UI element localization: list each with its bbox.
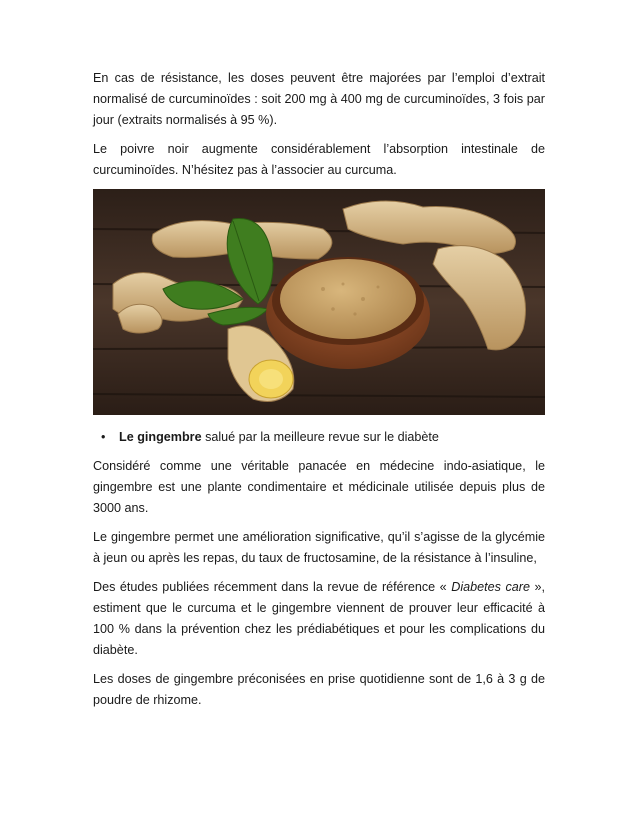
paragraph-ginger-dose: Les doses de gingembre préconisées en prise quotidienne sont de 1,6 à 3 g de poudre de rhizome.	[93, 672, 545, 707]
paragraph-black-pepper: Le poivre noir augmente considérablement l’absorption intestinale de curcuminoïdes. N’hésitez pas à l’associer au curcuma.	[93, 142, 545, 177]
p5-before: Des études publiées récemment dans la revue de référence «	[93, 580, 452, 594]
document-page	[93, 68, 545, 719]
bullet-rest-text: salué par la meilleure revue sur le diabète	[201, 430, 439, 444]
paragraph-ginger-panacea: Considéré comme une véritable panacée en médecine indo-asiatique, le gingembre est une plante condimentaire et médicinale utilisée depuis plus de 3000 ans.	[93, 459, 545, 515]
p5-after: », estiment que le curcuma et le gingembre viennent de prouver leur efficacité à 100 % dans la prévention chez les prédiabétiques et pour les complications du diabète.	[93, 580, 545, 657]
ginger-turmeric-photo	[93, 189, 545, 415]
bullet-marker: •	[101, 430, 106, 444]
paragraph-curcuminoid-dose: En cas de résistance, les doses peuvent être majorées par l’emploi d’extrait normalisé de curcuminoïdes : soit 200 mg à 400 mg de curcuminoïdes, 3 fois par jour (extraits normalisés à 95 %).	[93, 71, 545, 127]
bullet-item-gingembre	[93, 427, 545, 448]
journal-title: Diabetes care	[451, 580, 530, 594]
paragraph-diabetes-care	[93, 577, 545, 661]
bullet-text	[119, 427, 439, 448]
paragraph-ginger-glycemia: Le gingembre permet une amélioration significative, qu’il s’agisse de la glycémie à jeun ou après les repas, du taux de fructosamine, de la résistance à l’insuline,	[93, 530, 545, 565]
bullet-bold-text: Le gingembre	[119, 430, 202, 444]
